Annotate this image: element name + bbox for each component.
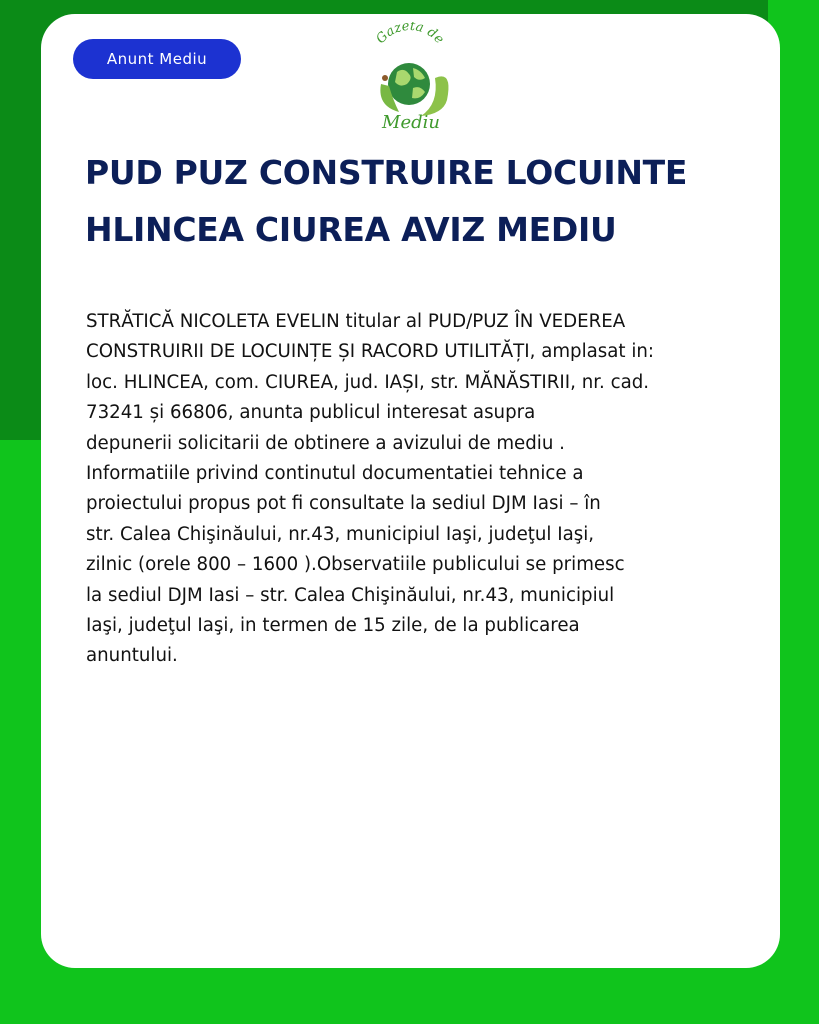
body-line: 73241 și 66806, anunta publicul interesat asupra xyxy=(86,402,536,424)
body-line: zilnic (orele 800 – 1600 ).Observatiile publicului se primesc xyxy=(86,554,625,576)
title-line: PUD PUZ CONSTRUIRE LOCUINTE xyxy=(85,153,688,192)
svg-text:Mediu: Mediu xyxy=(382,112,440,133)
announcement-card xyxy=(41,14,780,968)
body-line: anuntului. xyxy=(86,645,178,667)
body-line: CONSTRUIRII DE LOCUINȚE ȘI RACORD UTILITĂȚI, amplasat in: xyxy=(86,341,655,363)
body-line: Iaşi, judeţul Iaşi, in termen de 15 zile, de la publicarea xyxy=(86,615,580,637)
body-line: str. Calea Chişinăului, nr.43, municipiul Iaşi, judeţul Iaşi, xyxy=(86,523,595,545)
globe-leaf-icon xyxy=(357,22,461,134)
category-badge[interactable]: Anunt Mediu xyxy=(73,39,241,79)
svg-text:Gazeta de: Gazeta de xyxy=(373,22,447,47)
announcement-body xyxy=(86,307,746,672)
gazeta-de-mediu-logo xyxy=(357,22,461,134)
body-line: proiectului propus pot fi consultate la sediul DJM Iasi – în xyxy=(86,493,601,515)
body-line: la sediul DJM Iasi – str. Calea Chişinăului, nr.43, municipiul xyxy=(86,584,615,606)
announcement-title xyxy=(85,144,755,258)
body-line: Informatiile privind continutul documentatiei tehnice a xyxy=(86,463,584,485)
title-line: HLINCEA CIUREA AVIZ MEDIU xyxy=(85,210,617,249)
body-line: depunerii solicitarii de obtinere a avizului de mediu . xyxy=(86,432,565,454)
body-line: loc. HLINCEA, com. CIUREA, jud. IAȘI, str. MĂNĂSTIRII, nr. cad. xyxy=(86,371,650,393)
body-line: STRĂTICĂ NICOLETA EVELIN titular al PUD/PUZ ÎN VEDEREA xyxy=(86,311,626,332)
